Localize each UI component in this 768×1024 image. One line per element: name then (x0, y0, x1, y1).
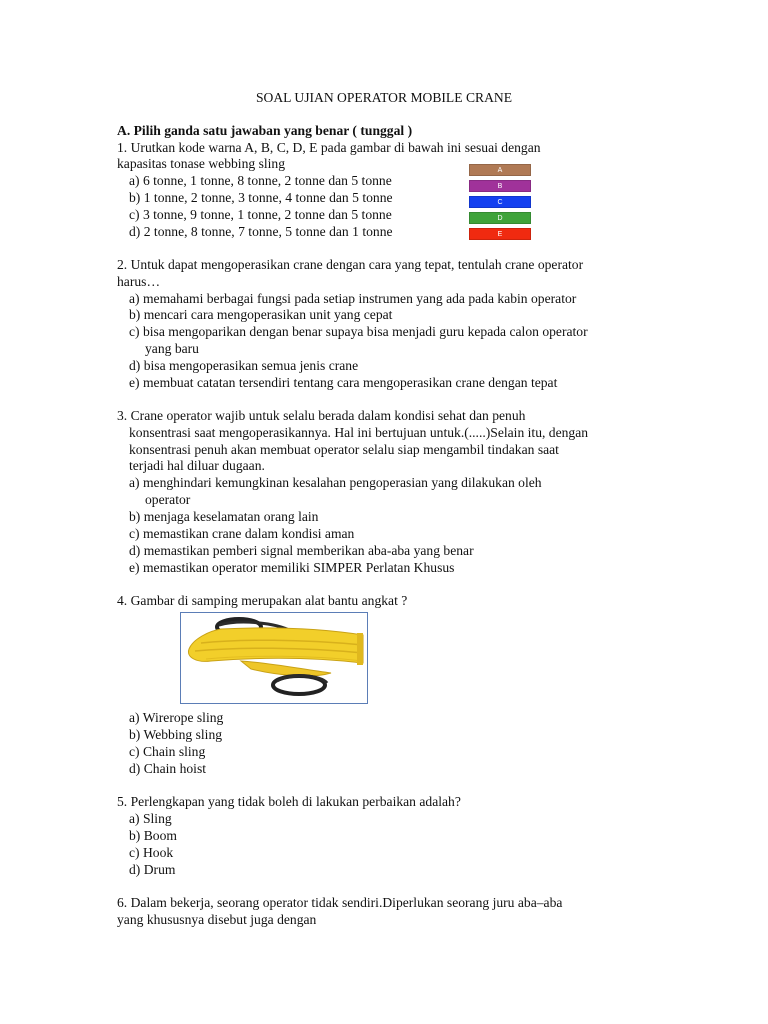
color-code-e: E (469, 228, 531, 240)
question-3-option-b: b) menjaga keselamatan orang lain (129, 509, 319, 524)
question-4-option-d: d) Chain hoist (129, 761, 207, 776)
webbing-sling-illustration (181, 613, 367, 703)
question-1-option-b: b) 1 tonne, 2 tonne, 3 tonne, 4 tonne dan 5 tonne (129, 190, 393, 205)
question-3-text-cont-2: konsentrasi penuh akan membuat operator selalu siap mengambil tindakan saat (129, 442, 559, 457)
question-3-text: 3. Crane operator wajib untuk selalu berada dalam kondisi sehat dan penuh (117, 408, 526, 423)
question-2-text-cont: harus… (117, 274, 161, 289)
question-1-option-d: d) 2 tonne, 8 tonne, 7 tonne, 5 tonne dan 1 tonne (129, 224, 393, 239)
question-1-text: 1. Urutkan kode warna A, B, C, D, E pada gambar di bawah ini sesuai dengan (117, 140, 541, 155)
section-heading: A. Pilih ganda satu jawaban yang benar ( tunggal ) (117, 123, 413, 138)
question-3-option-a-cont: operator (145, 492, 191, 507)
question-5-option-c: c) Hook (129, 845, 174, 860)
question-3-option-a: a) menghindari kemungkinan kesalahan pengoperasian yang dilakukan oleh (129, 475, 542, 490)
question-3-text-cont-1: konsentrasi saat mengoperasikannya. Hal ini bertujuan untuk.(.....)Selain itu, dengan (129, 425, 589, 440)
question-3-option-c: c) memastikan crane dalam kondisi aman (129, 526, 355, 541)
question-1-option-a: a) 6 tonne, 1 tonne, 8 tonne, 2 tonne dan 5 tonne (129, 173, 392, 188)
question-4-option-b: b) Webbing sling (129, 727, 223, 742)
page-title: SOAL UJIAN OPERATOR MOBILE CRANE (255, 90, 513, 105)
color-code-d: D (469, 212, 531, 224)
question-5-text: 5. Perlengkapan yang tidak boleh di lakukan perbaikan adalah? (117, 794, 461, 809)
question-4-text: 4. Gambar di samping merupakan alat bantu angkat ? (117, 593, 408, 608)
question-2-option-e: e) membuat catatan tersendiri tentang cara mengoperasikan crane dengan tepat (129, 375, 558, 390)
question-1-option-c: c) 3 tonne, 9 tonne, 1 tonne, 2 tonne dan 5 tonne (129, 207, 392, 222)
question-5-option-a: a) Sling (129, 811, 172, 826)
question-2-option-c-cont: yang baru (145, 341, 199, 356)
question-5-option-d: d) Drum (129, 862, 176, 877)
webbing-sling-image (180, 612, 368, 704)
question-1-text-cont: kapasitas tonase webbing sling (117, 156, 286, 171)
question-6-text-cont: yang khususnya disebut juga dengan (117, 912, 317, 927)
question-4-option-c: c) Chain sling (129, 744, 206, 759)
question-4-option-a: a) Wirerope sling (129, 710, 224, 725)
question-5-option-b: b) Boom (129, 828, 177, 843)
question-2-option-d: d) bisa mengoperasikan semua jenis crane (129, 358, 359, 373)
question-6-text: 6. Dalam bekerja, seorang operator tidak sendiri.Diperlukan seorang juru aba–aba (117, 895, 563, 910)
question-2-option-c: c) bisa mengoparikan dengan benar supaya bisa menjadi guru kepada calon operator (129, 324, 588, 339)
question-2-option-b: b) mencari cara mengoperasikan unit yang cepat (129, 307, 393, 322)
question-3-option-e: e) memastikan operator memiliki SIMPER Perlatan Khusus (129, 560, 455, 575)
question-2-text: 2. Untuk dapat mengoperasikan crane dengan cara yang tepat, tentulah crane operator (117, 257, 584, 272)
question-3-text-cont-3: terjadi hal diluar dugaan. (129, 458, 265, 473)
question-3-option-d: d) memastikan pemberi signal memberikan aba-aba yang benar (129, 543, 474, 558)
color-code-a: A (469, 164, 531, 176)
color-code-c: C (469, 196, 531, 208)
question-2-option-a: a) memahami berbagai fungsi pada setiap instrumen yang ada pada kabin operator (129, 291, 577, 306)
color-code-b: B (469, 180, 531, 192)
